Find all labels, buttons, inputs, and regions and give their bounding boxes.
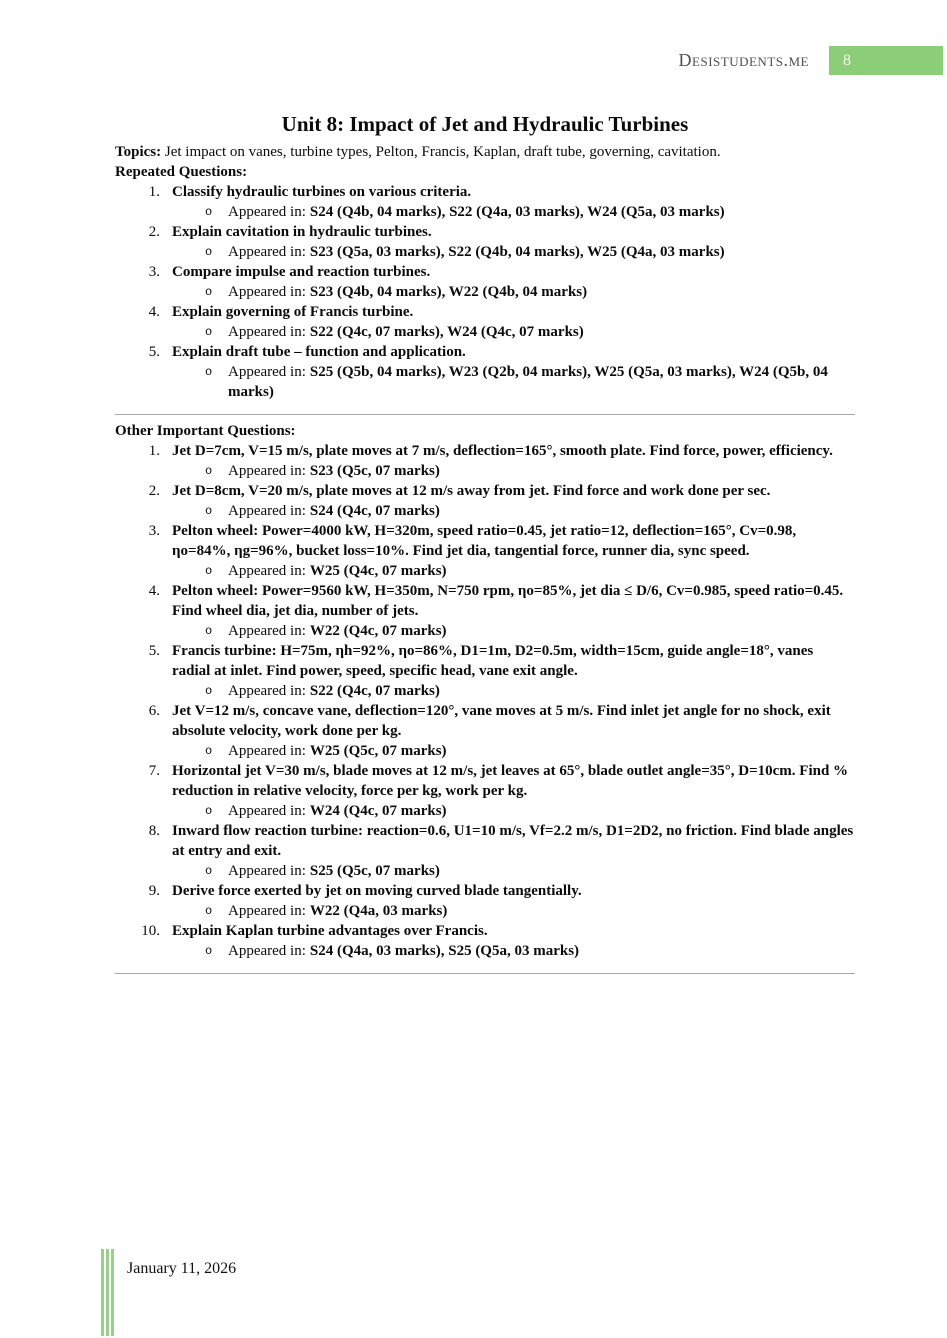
horizontal-rule [115,414,855,415]
appeared-text [228,941,855,961]
topics-label: Topics: [115,144,162,160]
appeared-text [228,202,855,222]
appeared-text [228,621,855,641]
circle-bullet-icon: o [205,944,213,958]
question-item [115,481,855,521]
question-item [115,521,855,581]
question-body [172,481,855,521]
green-bar-icon [106,1249,109,1336]
appeared-line [205,242,855,262]
question-item [115,262,855,302]
question-number: 9. [148,883,160,899]
question-body [172,521,855,581]
question-list [115,441,855,961]
topics-text: Jet impact on vanes, turbine types, Pelton, Francis, Kaplan, draft tube, governing, cavitation. [164,144,721,160]
topics-line [115,142,855,162]
appeared-label: Appeared in: [228,683,306,699]
appeared-label: Appeared in: [228,903,306,919]
green-bar-icon [111,1249,114,1336]
question-item [115,182,855,222]
appeared-text [228,741,855,761]
question-text: Compare impulse and reaction turbines. [172,264,431,280]
question-item [115,342,855,402]
question-text: Explain governing of Francis turbine. [172,304,414,320]
appeared-text [228,282,855,302]
question-body [172,821,855,881]
appeared-text [228,501,855,521]
question-item [115,302,855,342]
question-text: Classify hydraulic turbines on various criteria. [172,184,472,200]
appeared-text [228,861,855,881]
appeared-label: Appeared in: [228,324,306,340]
question-body [172,881,855,921]
appearances: S23 (Q5a, 03 marks), S22 (Q4b, 04 marks), W25 (Q4a, 03 marks) [309,244,725,260]
appeared-label: Appeared in: [228,204,306,220]
circle-bullet-icon: o [205,245,213,259]
appeared-line [205,561,855,581]
circle-bullet-icon: o [205,624,213,638]
appeared-text [228,322,855,342]
question-item [115,581,855,641]
question-body [172,701,855,761]
question-item [115,881,855,921]
appeared-label: Appeared in: [228,743,306,759]
circle-bullet-icon: o [205,904,213,918]
circle-bullet-icon: o [205,365,213,379]
page-number-badge [829,46,943,75]
appeared-text [228,801,855,821]
question-list [115,182,855,402]
circle-bullet-icon: o [205,504,213,518]
question-number: 2. [148,224,160,240]
appeared-label: Appeared in: [228,623,306,639]
page-header [679,46,943,75]
question-body [172,441,855,481]
question-body [172,302,855,342]
circle-bullet-icon: o [205,285,213,299]
appeared-line [205,322,855,342]
section-heading: Repeated Questions: [115,164,248,180]
appearances: S24 (Q4a, 03 marks), S25 (Q5a, 03 marks) [309,943,580,959]
section-heading: Other Important Questions: [115,423,296,439]
section-other-questions [115,421,855,961]
footer-bars-decoration [101,1249,116,1336]
question-number: 4. [148,304,160,320]
question-item [115,761,855,821]
appeared-line [205,901,855,921]
appearances: W22 (Q4a, 03 marks) [309,903,448,919]
question-body [172,581,855,641]
circle-bullet-icon: o [205,205,213,219]
appeared-text [228,901,855,921]
appearances: S22 (Q4c, 07 marks) [309,683,440,699]
appeared-label: Appeared in: [228,863,306,879]
question-body [172,262,855,302]
question-text: Pelton wheel: Power=4000 kW, H=320m, speed ratio=0.45, jet ratio=12, deflection=165°, Cv=0.98, ηo=84%, ηg=96%, bucket loss=10%. Find jet dia, tangential force, runner dia, sync speed. [172,523,797,559]
appearances: S23 (Q4b, 04 marks), W22 (Q4b, 04 marks) [309,284,588,300]
question-number: 1. [148,184,160,200]
appearances: S24 (Q4c, 07 marks) [309,503,440,519]
appeared-text [228,681,855,701]
appeared-text [228,461,855,481]
circle-bullet-icon: o [205,744,213,758]
appearances: S25 (Q5c, 07 marks) [309,863,440,879]
appeared-line [205,501,855,521]
appeared-label: Appeared in: [228,284,306,300]
page-number: 8 [843,51,851,69]
question-text: Jet V=12 m/s, concave vane, deflection=120°, vane moves at 5 m/s. Find inlet jet angle for no shock, exit absolute velocity, work done per kg. [172,703,831,739]
circle-bullet-icon: o [205,864,213,878]
appearances: W25 (Q5c, 07 marks) [309,743,447,759]
question-number: 5. [148,643,160,659]
appeared-line [205,801,855,821]
question-item [115,701,855,761]
question-item [115,921,855,961]
appeared-line [205,941,855,961]
question-number: 8. [148,823,160,839]
appearances: W24 (Q4c, 07 marks) [309,803,447,819]
horizontal-rule [115,973,855,974]
circle-bullet-icon: o [205,564,213,578]
appeared-label: Appeared in: [228,803,306,819]
question-number: 7. [148,763,160,779]
question-number: 3. [148,523,160,539]
question-number: 3. [148,264,160,280]
question-text: Francis turbine: H=75m, ηh=92%, ηo=86%, D1=1m, D2=0.5m, width=15cm, guide angle=18°, vanes radial at inlet. Find power, speed, specific head, vane exit angle. [172,643,814,679]
appeared-text [228,362,855,402]
appeared-text [228,242,855,262]
question-body [172,342,855,402]
question-number: 2. [148,483,160,499]
question-text: Explain draft tube – function and application. [172,344,466,360]
document-content [115,110,855,980]
appearances: W22 (Q4c, 07 marks) [309,623,447,639]
appearances: S25 (Q5b, 04 marks), W23 (Q2b, 04 marks), W25 (Q5a, 03 marks), W24 (Q5b, 04 marks) [228,364,828,400]
appeared-line [205,621,855,641]
circle-bullet-icon: o [205,804,213,818]
appeared-line [205,681,855,701]
question-text: Jet D=7cm, V=15 m/s, plate moves at 7 m/s, deflection=165°, smooth plate. Find force, power, efficiency. [172,443,833,459]
appearances: W25 (Q4c, 07 marks) [309,563,447,579]
question-number: 1. [148,443,160,459]
appeared-line [205,741,855,761]
appeared-label: Appeared in: [228,563,306,579]
question-body [172,182,855,222]
question-item [115,821,855,881]
question-body [172,641,855,701]
appearances: S22 (Q4c, 07 marks), W24 (Q4c, 07 marks) [309,324,584,340]
circle-bullet-icon: o [205,325,213,339]
appeared-text [228,561,855,581]
appeared-line [205,461,855,481]
question-body [172,921,855,961]
appeared-label: Appeared in: [228,463,306,479]
appearances: S24 (Q4b, 04 marks), S22 (Q4a, 03 marks), W24 (Q5a, 03 marks) [309,204,725,220]
appeared-label: Appeared in: [228,364,306,380]
appeared-line [205,282,855,302]
appeared-label: Appeared in: [228,503,306,519]
question-text: Jet D=8cm, V=20 m/s, plate moves at 12 m/s away from jet. Find force and work done per sec. [172,483,771,499]
question-text: Inward flow reaction turbine: reaction=0.6, U1=10 m/s, Vf=2.2 m/s, D1=2D2, no friction. Find blade angles at entry and exit. [172,823,854,859]
question-body [172,222,855,262]
appeared-line [205,861,855,881]
question-item [115,441,855,481]
question-body [172,761,855,821]
footer-date: January 11, 2026 [127,1260,237,1277]
question-text: Pelton wheel: Power=9560 kW, H=350m, N=750 rpm, ηo=85%, jet dia ≤ D/6, Cv=0.985, speed ratio=0.45. Find wheel dia, jet dia, number of jets. [172,583,844,619]
section-repeated-questions [115,162,855,402]
question-text: Horizontal jet V=30 m/s, blade moves at 12 m/s, jet leaves at 65°, blade outlet angle=35°, D=10cm. Find % reduction in relative velocity, force per kg, work per kg. [172,763,849,799]
question-item [115,641,855,701]
green-bar-icon [101,1249,104,1336]
question-text: Explain cavitation in hydraulic turbines. [172,224,432,240]
question-number: 5. [148,344,160,360]
question-number: 6. [148,703,160,719]
appeared-line [205,362,855,402]
appeared-line [205,202,855,222]
appeared-label: Appeared in: [228,943,306,959]
circle-bullet-icon: o [205,684,213,698]
appeared-label: Appeared in: [228,244,306,260]
question-number: 4. [148,583,160,599]
circle-bullet-icon: o [205,464,213,478]
question-item [115,222,855,262]
site-name: Desistudents.me [678,50,809,70]
question-text: Explain Kaplan turbine advantages over Francis. [172,923,488,939]
question-text: Derive force exerted by jet on moving curved blade tangentially. [172,883,582,899]
appearances: S23 (Q5c, 07 marks) [309,463,440,479]
page-title: Unit 8: Impact of Jet and Hydraulic Turbines [281,112,689,136]
question-number: 10. [141,923,160,939]
